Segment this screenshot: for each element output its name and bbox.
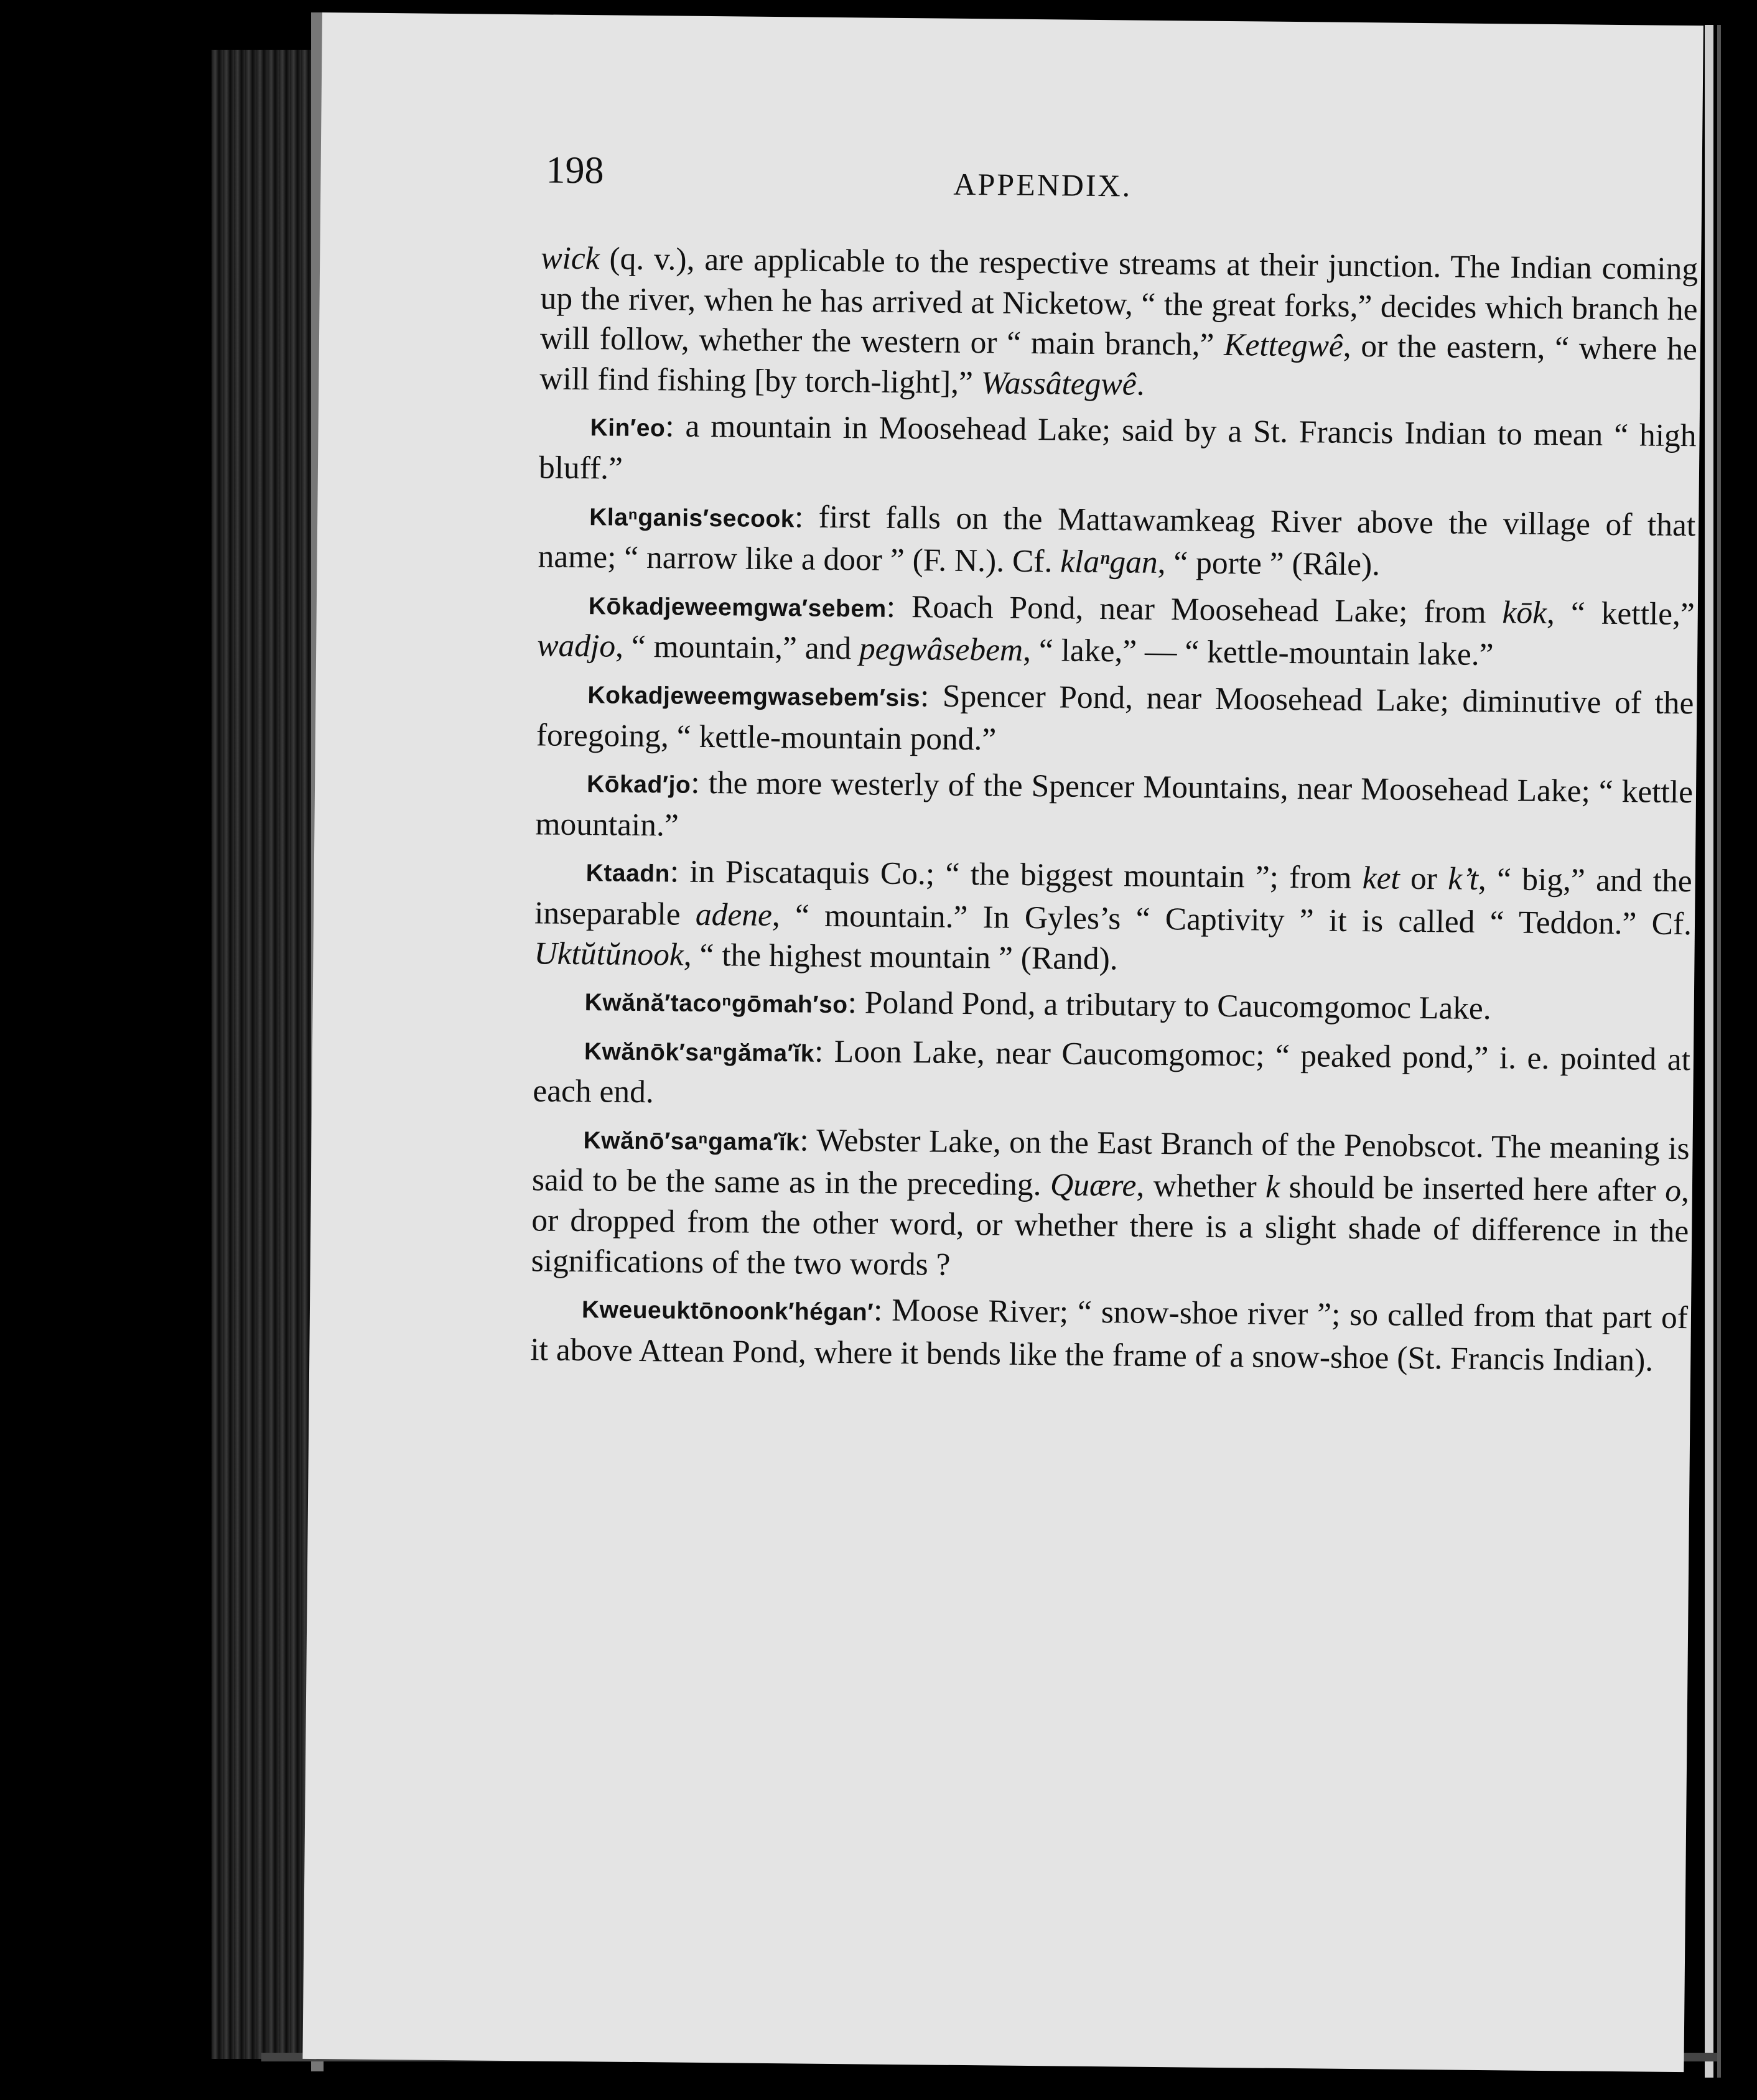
italic-word: adene — [695, 896, 773, 933]
entry-text: : Poland Pond, a tributary to Caucomgomoc Lake. — [847, 985, 1491, 1027]
entry-text: : the more westerly of the Spencer Mountains, near Moosehead Lake; “ kettle mountain.” — [535, 764, 1694, 843]
entry-headword: Kwănōk′saⁿgăma′ĭk — [584, 1038, 815, 1067]
page — [302, 12, 1703, 2072]
entry-text: or — [1399, 861, 1448, 897]
entry-headword: Ktaadn — [585, 860, 671, 888]
entry-text: : a mountain in Moosehead Lake; said by a St. Francis Indian to mean “ high bluff.” — [538, 408, 1697, 486]
italic-word: k’t — [1448, 861, 1479, 898]
entry-kwanoksangamaik — [533, 1029, 1690, 1123]
paragraph-text: . — [1136, 366, 1145, 402]
entry-text: , “ kettle,” — [1546, 595, 1695, 632]
paragraph-text: , or the eastern, “ where he will find fishing [by torch-light],” — [539, 328, 1698, 401]
book-binding — [212, 50, 311, 2059]
entry-headword: Kwănă′tacoⁿgōmah′so — [584, 989, 848, 1019]
entry-text: : Loon Lake, near Caucomgomoc; “ peaked pond,” i. e. pointed at each end. — [533, 1033, 1691, 1110]
entry-headword: Kweueuktōnoonk′hégan′ — [581, 1296, 874, 1326]
entry-kweueuktonoonkhegan — [530, 1288, 1688, 1382]
italic-word: ket — [1362, 860, 1400, 896]
entry-text: : Roach Pond, near Moosehead Lake; from — [886, 588, 1503, 630]
facing-page-edge — [1705, 25, 1713, 2078]
entry-text: : Spencer Pond, near Moosehead Lake; diminutive of the foregoing, “ kettle-mountain pond.” — [536, 678, 1694, 757]
italic-word: pegwâsebem — [859, 631, 1023, 669]
italic-word: wick — [540, 240, 600, 277]
italic-word: Kettegwê — [1223, 327, 1344, 364]
entry-headword: Kōkadjeweemgwa′sebem — [588, 592, 887, 623]
entry-headword: Kokadjeweemgwasebem′sis — [587, 682, 921, 712]
entry-kokadjo — [535, 761, 1693, 855]
italic-word: k — [1265, 1169, 1280, 1206]
entry-kokadjeweemgwasebem — [537, 583, 1695, 677]
entry-kineo — [539, 406, 1697, 499]
entry-headword: Kwănō′saⁿgama′ĭk — [583, 1127, 800, 1156]
entry-text: , or dropped from the other word, or whether there is a slight shade of difference in the significations of the two words ? — [531, 1173, 1690, 1283]
entry-text: : Moose River; “ snow-shoe river ”; so called from that part of it above Attean Pond, where it bends like the frame of a snow-shoe (St. Francis Indian). — [530, 1292, 1689, 1378]
entry-text: , “ lake,” — “ kettle-mountain lake.” — [1022, 633, 1494, 673]
entry-ktaadn — [534, 851, 1692, 985]
entry-text: : in Piscataquis Co.; “ the biggest mountain ”; from — [669, 853, 1363, 896]
running-head: APPENDIX. — [953, 166, 1132, 203]
italic-word: kōk — [1502, 595, 1547, 631]
italic-word: wadjo — [536, 628, 616, 664]
entry-headword: Kōkad′jo — [586, 771, 691, 799]
entry-text: , “ mountain.” In Gyles’s “ Captivity ” it is called “ Teddon.” Cf. — [771, 897, 1692, 942]
entry-text: , “ big,” and the inseparable — [534, 862, 1692, 932]
italic-word: klaⁿgan — [1060, 544, 1158, 581]
italic-word: Uktŭtŭnook — [534, 935, 684, 973]
entry-text: , whether — [1136, 1168, 1266, 1206]
entry-text: , “ the highest mountain ” (Rand). — [683, 937, 1118, 977]
entry-kwanatacongomahso — [533, 980, 1691, 1033]
entry-klanganissecook — [538, 495, 1695, 588]
paragraph-text: (q. v.), are applicable to the respective streams at their junction. The Indian coming up the river, when he has arrived at Nicketow, “ the great forks,” decides which branch he will follow, whether the western or “ main branch,” — [539, 241, 1699, 363]
body-text — [530, 238, 1698, 1381]
entry-text: , “ mountain,” and — [615, 628, 860, 667]
italic-word: o — [1665, 1173, 1682, 1209]
page-header — [546, 148, 1703, 215]
intro-paragraph — [539, 238, 1698, 410]
entry-kwanosangamaik — [531, 1118, 1689, 1292]
facing-page-line — [1717, 25, 1721, 2078]
italic-word: Quære — [1050, 1167, 1137, 1204]
entry-text: : first falls on the Mattawamkeag River above the village of that name; “ narrow like a door ” (F. N.). Cf. — [538, 498, 1696, 580]
page-number: 198 — [546, 149, 604, 192]
entry-text: should be inserted here after — [1279, 1169, 1666, 1209]
entry-text: , “ porte ” (Râle). — [1157, 545, 1381, 583]
entry-headword: Klaⁿganis′secook — [589, 503, 795, 532]
entry-headword: Kin′eo — [590, 414, 666, 442]
entry-text: : Webster Lake, on the East Branch of the Penobscot. The meaning is said to be the same as in the preceding. — [531, 1122, 1690, 1203]
entry-kokadjeweemgwasebemsis — [536, 672, 1694, 766]
italic-word: Wassâtegwê — [981, 365, 1137, 402]
